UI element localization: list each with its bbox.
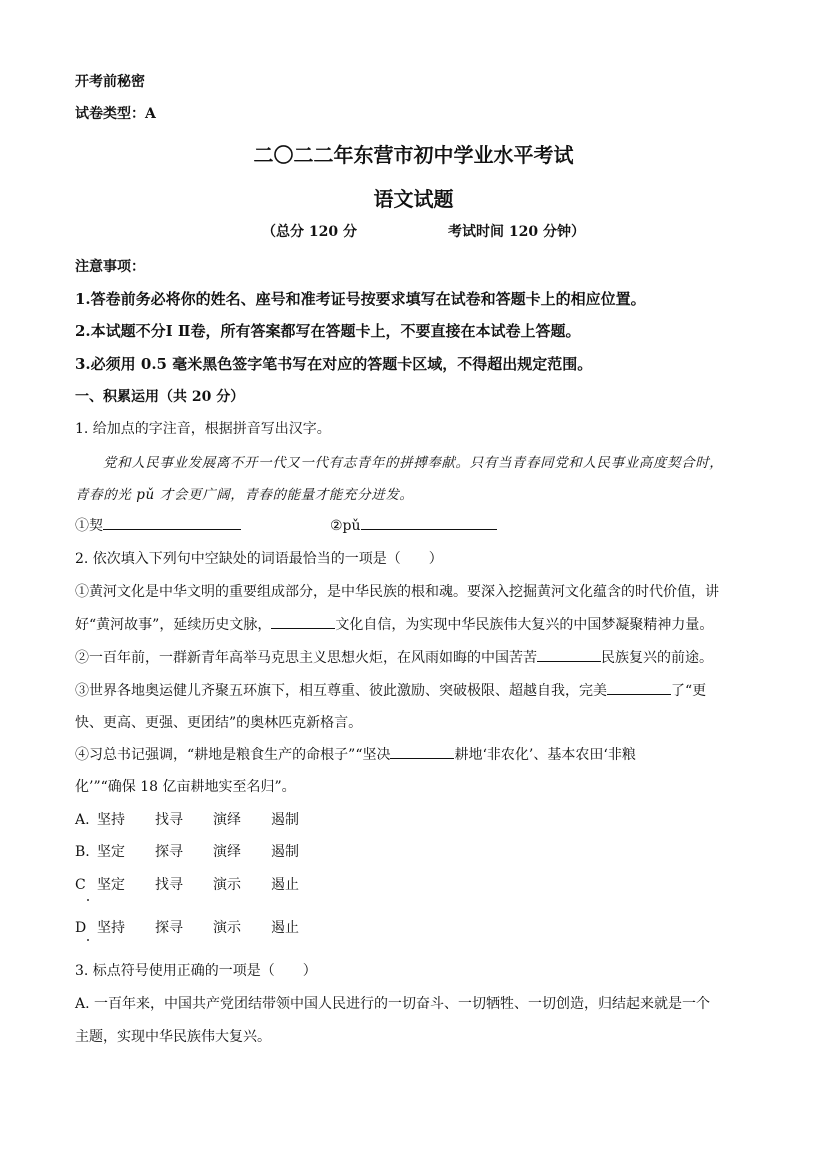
option-d: [75, 917, 329, 937]
q2-sentence-2: [75, 647, 713, 667]
stray-dot: [87, 899, 89, 901]
notice-heading: 注意事项：: [75, 259, 145, 275]
q2-text: 文化自信，为实现中华民族伟大复兴的中国梦凝聚精神力量。: [335, 617, 714, 633]
q2-text: 耕地‘非农化’、基本农田‘非粮: [454, 747, 636, 763]
q2-text: ④习总书记强调，“耕地是粮食生产的命根子”“坚决: [75, 747, 391, 763]
q2-sentence-1-line2: [75, 614, 713, 634]
answer-blank: [537, 647, 601, 662]
section-heading: 一、积累运用（共 20 分）: [75, 389, 245, 405]
paper-type: 试卷类型：A: [75, 106, 156, 122]
q3-option-a-line1: A. 一百年来，中国共产党团结带领中国人民进行的一切奋斗、一切牺牲、一切创造，归结起来就是一个: [75, 996, 711, 1012]
answer-blank: [103, 515, 241, 530]
subject-title: 语文试题: [373, 187, 454, 211]
q2-sentence-3-line2: 快、更高、更强、更团结”的奥林匹克新格言。: [75, 715, 363, 731]
option-word: 坚定: [97, 877, 125, 893]
q2-text: ②一百年前，一群新青年高举马克思主义思想火炬，在风雨如晦的中国苦苦: [75, 650, 537, 666]
q1-blank-2: [330, 515, 497, 534]
total-score: （总分 120 分: [262, 224, 357, 240]
option-word: 找寻: [155, 877, 183, 893]
option-word: 探寻: [155, 920, 183, 936]
option-word: 探寻: [155, 844, 183, 860]
option-c: [75, 874, 329, 894]
option-word: 遏制: [271, 812, 299, 828]
q3-option-a-line2: 主题，实现中华民族伟大复兴。: [75, 1029, 271, 1045]
answer-blank: [390, 744, 454, 759]
option-word: 演示: [213, 920, 241, 936]
option-label: B.: [75, 844, 90, 860]
option-word: 演绎: [213, 812, 241, 828]
q1-passage-line2: 青春的光 pǔ 才会更广阔，青春的能量才能充分迸发。: [75, 487, 414, 503]
option-word: 坚持: [97, 920, 125, 936]
option-label: C: [75, 877, 86, 893]
option-word: 坚定: [97, 844, 125, 860]
q2-stem: 2. 依次填入下列句中空缺处的词语最恰当的一项是（ ）: [75, 551, 443, 567]
notice-item-2: 2.本试题不分Ⅰ Ⅱ卷，所有答案都写在答题卡上，不要直接在本试卷上答题。: [75, 322, 581, 340]
q1-passage-line1: 党和人民事业发展离不开一代又一代有志青年的拼搏奉献。只有当青春同党和人民事业高度契合时，: [103, 455, 724, 471]
q2-text: 民族复兴的前途。: [601, 650, 713, 666]
answer-blank: [607, 680, 671, 695]
option-word: 遏制: [271, 844, 299, 860]
q3-stem: 3. 标点符号使用正确的一项是（ ）: [75, 963, 317, 979]
q2-text: 了“更: [671, 683, 707, 699]
option-word: 坚持: [97, 812, 125, 828]
notice-item-1: 1.答卷前务必将你的姓名、座号和准考证号按要求填写在试卷和答题卡上的相应位置。: [75, 290, 646, 308]
q1-blank-1-label: ①契: [75, 518, 103, 534]
stray-dot: [87, 939, 89, 941]
q2-sentence-4-line2: 化’”“确保 18 亿亩耕地实至名归”。: [75, 779, 296, 795]
notice-item-3: 3.必须用 0.5 毫米黑色签字笔书写在对应的答题卡区域，不得超出规定范围。: [75, 355, 593, 373]
q2-text: ③世界各地奥运健儿齐聚五环旗下，相互尊重、彼此激励、突破极限、超越自我，完美: [75, 683, 607, 699]
exam-time: 考试时间 120 分钟）: [448, 224, 585, 240]
option-word: 演示: [213, 877, 241, 893]
q2-sentence-3-line1: [75, 680, 706, 700]
q2-sentence-1-line1: ①黄河文化是中华文明的重要组成部分，是中华民族的根和魂。要深入挖掘黄河文化蕴含的时代价值，讲: [75, 584, 719, 600]
option-a: [75, 809, 329, 829]
option-b: [75, 841, 329, 861]
answer-blank: [361, 515, 497, 530]
q1-stem: 1. 给加点的字注音，根据拼音写出汉字。: [75, 421, 331, 437]
option-word: 找寻: [155, 812, 183, 828]
exam-title: 二〇二二年东营市初中学业水平考试: [253, 143, 574, 167]
secret-label: 开考前秘密: [75, 74, 145, 90]
q1-blank-2-label: ②pǔ: [330, 518, 361, 534]
q1-blank-1: [75, 515, 241, 535]
option-word: 演绎: [213, 844, 241, 860]
answer-blank: [271, 614, 335, 629]
q2-text: 好“黄河故事”，延续历史文脉，: [75, 617, 272, 633]
option-label: D: [75, 920, 87, 936]
option-word: 遏止: [271, 920, 299, 936]
option-word: 遏止: [271, 877, 299, 893]
q2-sentence-4-line1: [75, 744, 636, 764]
option-label: A.: [75, 812, 90, 828]
